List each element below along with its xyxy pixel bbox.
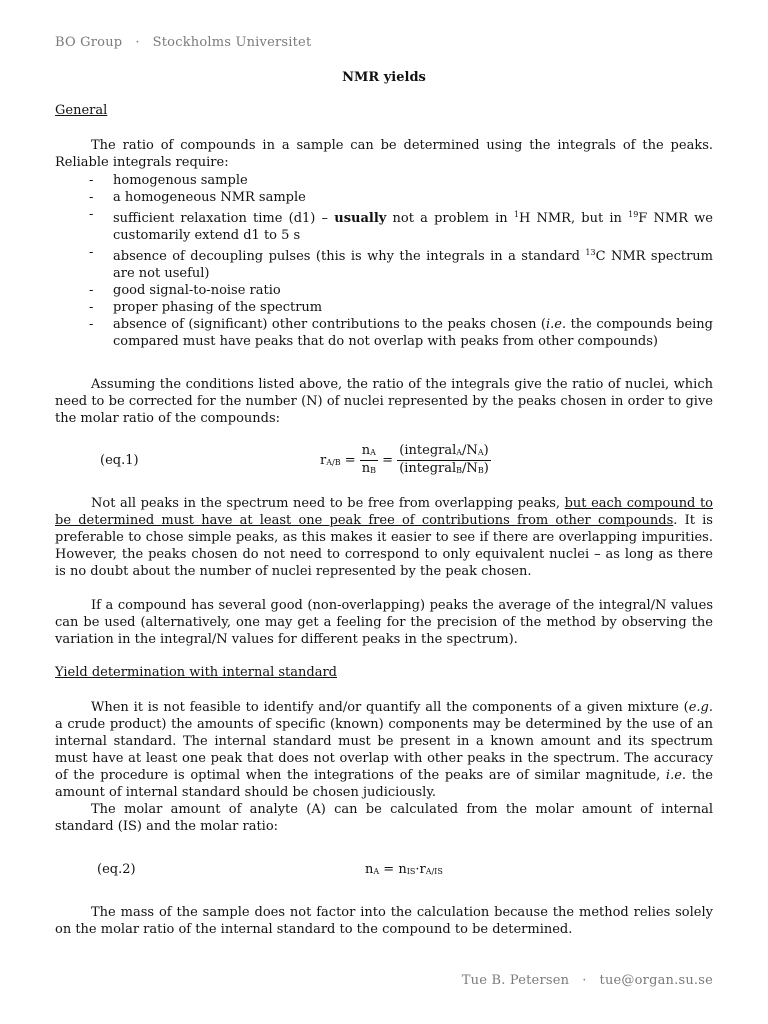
general-para-average: If a compound has several good (non-overlapping) peaks the average of the integral/N values can be used (alternatively, one may get a feeling for the precision of the method by observing the variation in the integral/N values for different peaks in the spectrum). [55, 598, 713, 647]
internal-para-molar: The molar amount of analyte (A) can be calculated from the molar amount of internal standard (IS) and the molar ratio: [55, 802, 713, 834]
general-para-overlap: Not all peaks in the spectrum need to be free from overlapping peaks, but each compound to be determined must have at least one peak free of contributions from other compounds. It is preferable to chose simple peaks, as this makes it easier to see if there are overlapping impurities. However, the peaks chosen do not need to correspond to only equivalent nuclei – as long as there is no doubt about the number of nuclei represented by the peak chosen. [55, 496, 713, 579]
footer-separator: · [582, 973, 587, 988]
list-item: - proper phasing of the spectrum [89, 300, 323, 315]
internal-para-mass: The mass of the sample does not factor into the calculation because the method relies solely on the molar ratio of the internal standard to the compound to be determined. [55, 905, 713, 937]
section-heading-general: General [55, 103, 108, 118]
page-footer [462, 973, 713, 988]
section-heading-internal-standard: Yield determination with internal standard [55, 665, 338, 680]
page-title: NMR yields [342, 70, 426, 85]
equation-1: rA/B = $\frac{nA}{nB}$ = $\frac{\text{(integralA/NA)}}{\text{(integralB/NB)}}$ [320, 443, 489, 476]
header-group: BO Group [55, 35, 123, 50]
list-item: - absence of decoupling pulses (this is why the integrals in a standard $^{13}$C NMR spectrum are not useful) [89, 245, 713, 281]
eq2-label: (eq.2) [97, 862, 136, 877]
general-para-ratio: Assuming the conditions listed above, the ratio of the integrals give the ratio of nuclei, which need to be corrected for the number (N) of nuclei represented by the peaks chosen in order to give the molar ratio of the compounds: [55, 377, 713, 426]
general-intro: The ratio of compounds in a sample can be determined using the integrals of the peaks. Reliable integrals require: [55, 138, 713, 170]
list-item: - a homogeneous NMR sample [89, 190, 306, 205]
footer-email: tue@organ.su.se [599, 973, 713, 988]
header-separator: · [135, 35, 140, 50]
list-item: - good signal-to-noise ratio [89, 283, 281, 298]
list-item: - homogenous sample [89, 173, 248, 188]
eq1-label: (eq.1) [100, 453, 139, 468]
equation-2: nA = nIS·rA/IS [365, 862, 443, 877]
requirements-list [55, 172, 713, 350]
list-item: - absence of (significant) other contributions to the peaks chosen (i.e. the compounds being compared must have peaks that do not overlap with peaks from other compounds) [89, 317, 713, 349]
page-header [55, 35, 311, 50]
header-university: Stockholms Universitet [152, 35, 312, 50]
list-item: - sufficient relaxation time (d1) – usually not a problem in $^1$H NMR, but in $^{19}$F NMR we customarily extend d1 to 5 s [89, 207, 713, 243]
internal-para-intro: When it is not feasible to identify and/or quantify all the components of a given mixture (e.g. a crude product) the amounts of specific (known) components may be determined by the use of an internal standard. The internal standard must be present in a known amount and its spectrum must have at least one peak that does not overlap with other peaks in the spectrum. The accuracy of the procedure is optimal when the integrations of the peaks are of similar magnitude, i.e. the amount of internal standard should be chosen judiciously. [55, 700, 713, 800]
footer-author: Tue B. Petersen [461, 973, 570, 988]
